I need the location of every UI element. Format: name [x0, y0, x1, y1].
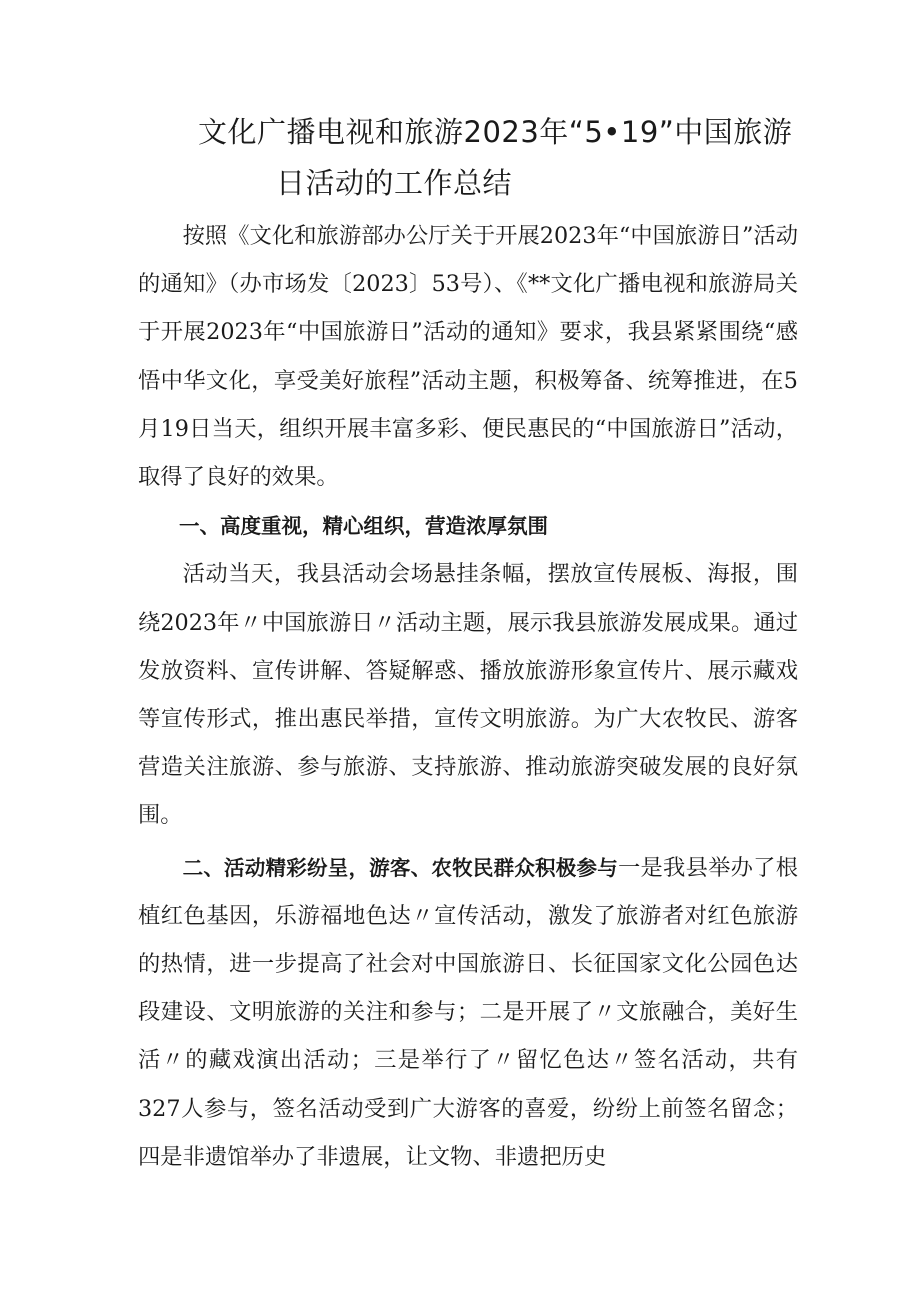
section-2-paragraph — [138, 844, 798, 1181]
document-title-line-1: 文化广播电视和旅游2023年“5•19”中国旅游 — [198, 115, 793, 149]
section-2-text: 一是我县举办了根植红色基因，乐游福地色达〃宣传活动，激发了旅游者对红色旅游的热情，进一步提高了社会对中国旅游日、长征国家文化公园色达段建设、文明旅游的关注和参与；二是开展了〃文旅融合，美好生活〃的藏戏演出活动；三是举行了〃留忆色达〃签名活动，共有327人参与，签名活动受到广大游客的喜爱，纷纷上前签名留念；四是非遗馆举办了非遗展，让文物、非遗把历史 — [138, 854, 798, 1170]
section-2-heading: 二、活动精彩纷呈，游客、农牧民群众积极参与 — [182, 855, 618, 880]
document-body — [138, 212, 798, 1181]
document-title-line-2: 日活动的工作总结 — [276, 166, 513, 200]
section-1-heading: 一、高度重视，精心组织，营造浓厚氛围 — [179, 514, 548, 539]
section-1-paragraph: 活动当天，我县活动会场悬挂条幅，摆放宣传展板、海报，围绕2023年〃中国旅游日〃活动主题，展示我县旅游发展成果。通过发放资料、宣传讲解、答疑解惑、播放旅游形象宣传片、展示藏戏等宣传形式，推出惠民举措，宣传文明旅游。为广大农牧民、游客营造关注旅游、参与旅游、支持旅游、推动旅游突破发展的良好氛围。 — [138, 561, 798, 829]
intro-paragraph: 按照《文化和旅游部办公厅关于开展2023年“中国旅游日”活动的通知》（办市场发〔2023〕53号）、《**文化广播电视和旅游局关于开展2023年“中国旅游日”活动的通知》要求，我县紧紧围绕“感悟中华文化，享受美好旅程”活动主题，积极筹备、统筹推进，在5月19日当天，组织开展丰富多彩、便民惠民的“中国旅游日”活动，取得了良好的效果。 — [138, 223, 798, 491]
